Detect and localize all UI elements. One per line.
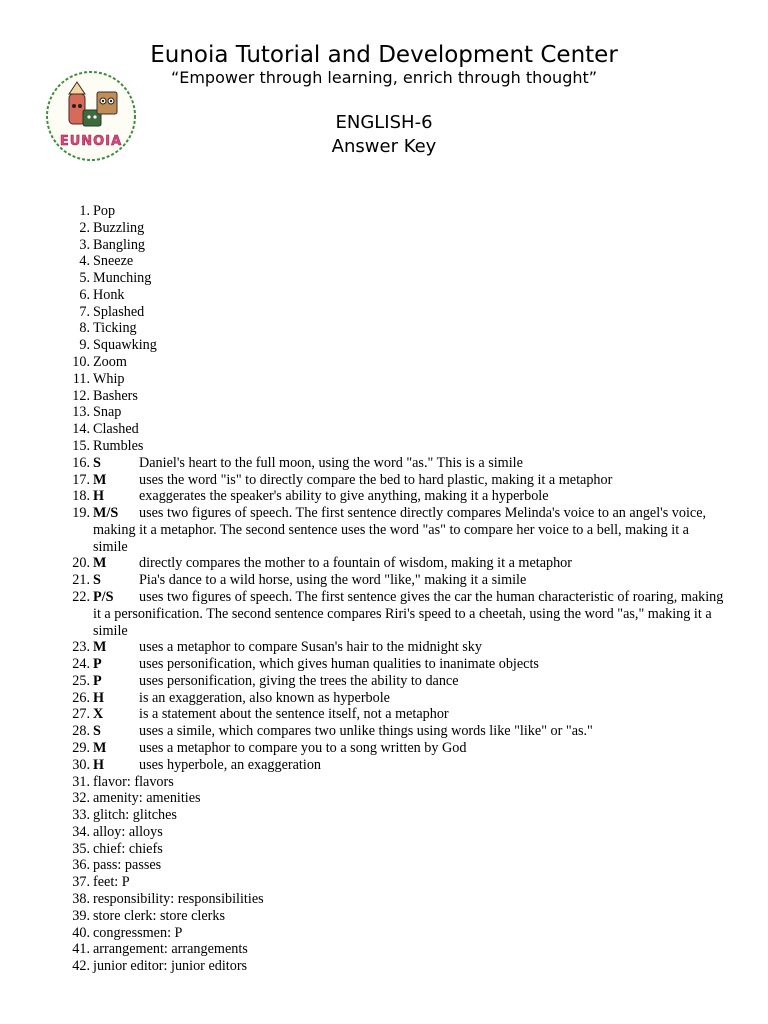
answer-item bbox=[0, 304, 768, 321]
answer-code: S bbox=[93, 572, 101, 589]
answer-number: 30. bbox=[72, 756, 90, 773]
answer-item bbox=[0, 639, 768, 656]
answer-item bbox=[0, 790, 768, 807]
answer-number: 8. bbox=[79, 320, 90, 337]
answer-text: uses a simile, which compares two unlike things using words like "like" or "as." bbox=[139, 723, 593, 740]
answer-code: P bbox=[93, 656, 102, 673]
answer-item bbox=[0, 656, 768, 673]
answer-item bbox=[0, 673, 768, 690]
answer-number: 14. bbox=[72, 421, 90, 438]
answer-text: is an exaggeration, also known as hyperbole bbox=[139, 689, 390, 706]
answer-text: flavor: flavors bbox=[93, 773, 174, 790]
answer-code: H bbox=[93, 756, 105, 773]
answer-text: exaggerates the speaker's ability to give anything, making it a hyperbole bbox=[139, 488, 549, 505]
answer-number: 27. bbox=[72, 706, 90, 723]
answer-number: 18. bbox=[72, 488, 90, 505]
answer-text: Squawking bbox=[93, 337, 157, 354]
answer-code: H bbox=[93, 488, 105, 505]
answer-code: P/S bbox=[93, 588, 114, 605]
answer-item bbox=[0, 253, 768, 270]
answer-number: 7. bbox=[79, 303, 90, 320]
answer-item bbox=[0, 740, 768, 757]
answer-text: Clashed bbox=[93, 421, 139, 438]
answer-number: 4. bbox=[79, 253, 90, 270]
answer-text: Rumbles bbox=[93, 437, 144, 454]
answer-text: Whip bbox=[93, 370, 125, 387]
answer-code: M/S bbox=[93, 505, 119, 522]
answer-item bbox=[0, 455, 768, 472]
answer-code: M bbox=[93, 471, 107, 488]
answer-text: uses two figures of speech. The first sentence directly compares Melinda's voice to an angel's voice, making it a metaphor. The second sentence uses the word "as" to compare her voice to a bell, making it a simile bbox=[93, 505, 707, 555]
answer-code: S bbox=[93, 723, 101, 740]
answer-item bbox=[0, 555, 768, 572]
answer-text: junior editor: junior editors bbox=[93, 958, 248, 975]
answer-number: 21. bbox=[72, 572, 90, 589]
answer-number: 17. bbox=[72, 471, 90, 488]
answer-number: 9. bbox=[79, 337, 90, 354]
answer-item bbox=[0, 371, 768, 388]
answer-number: 24. bbox=[72, 656, 90, 673]
answer-item bbox=[0, 404, 768, 421]
answer-number: 15. bbox=[72, 437, 90, 454]
answer-number: 35. bbox=[72, 840, 90, 857]
answer-number: 37. bbox=[72, 874, 90, 891]
answer-text: Honk bbox=[93, 286, 125, 303]
answer-code: M bbox=[93, 639, 107, 656]
answer-number: 10. bbox=[72, 354, 90, 371]
answer-text: is a statement about the sentence itself, not a metaphor bbox=[139, 706, 449, 723]
answer-number: 31. bbox=[72, 773, 90, 790]
answer-number: 33. bbox=[72, 807, 90, 824]
answer-text: Pia's dance to a wild horse, using the word "like," making it a simile bbox=[139, 572, 527, 589]
answer-item bbox=[0, 337, 768, 354]
answer-number: 28. bbox=[72, 723, 90, 740]
subject-heading: ENGLISH-6 bbox=[335, 112, 433, 133]
answer-text: chief: chiefs bbox=[93, 840, 163, 857]
answer-code: M bbox=[93, 555, 107, 572]
answer-number: 13. bbox=[72, 404, 90, 421]
answer-number: 26. bbox=[72, 689, 90, 706]
organization-tagline: “Empower through learning, enrich through thought” bbox=[170, 68, 598, 87]
answer-number: 42. bbox=[72, 958, 90, 975]
answer-item bbox=[0, 505, 768, 555]
answer-text: Zoom bbox=[93, 354, 127, 371]
answer-code: H bbox=[93, 689, 105, 706]
answer-number: 6. bbox=[79, 286, 90, 303]
answer-number: 25. bbox=[72, 672, 90, 689]
answer-number: 3. bbox=[79, 236, 90, 253]
answer-text: uses a metaphor to compare you to a song written by God bbox=[139, 740, 467, 756]
answer-text: amenity: amenities bbox=[93, 790, 201, 807]
answer-text: Bangling bbox=[93, 236, 146, 253]
answer-text: uses a metaphor to compare Susan's hair to the midnight sky bbox=[139, 639, 482, 656]
answer-text: uses personification, giving the trees the ability to dance bbox=[139, 672, 459, 689]
answer-number: 23. bbox=[72, 639, 90, 656]
answer-item bbox=[0, 757, 768, 774]
answer-text: store clerk: store clerks bbox=[93, 907, 225, 924]
answer-text: uses hyperbole, an exaggeration bbox=[139, 756, 322, 773]
answer-text: pass: passes bbox=[93, 857, 162, 874]
answer-text: Ticking bbox=[93, 320, 137, 337]
answer-text: responsibility: responsibilities bbox=[93, 891, 264, 908]
answer-number: 19. bbox=[72, 505, 90, 522]
answer-code: S bbox=[93, 454, 101, 471]
answer-number: 32. bbox=[72, 790, 90, 807]
answer-number: 29. bbox=[72, 740, 90, 756]
answer-number: 39. bbox=[72, 907, 90, 924]
answer-item bbox=[0, 589, 768, 639]
answer-item bbox=[0, 824, 768, 841]
answer-code: P bbox=[93, 672, 102, 689]
answer-text: directly compares the mother to a fountain of wisdom, making it a metaphor bbox=[139, 555, 572, 572]
answer-item bbox=[0, 220, 768, 237]
answer-text: Daniel's heart to the full moon, using the word "as." This is a simile bbox=[139, 454, 523, 471]
answer-text: Bashers bbox=[93, 387, 138, 404]
answer-number: 22. bbox=[72, 588, 90, 605]
answer-item bbox=[0, 421, 768, 438]
answer-text: uses personification, which gives human qualities to inanimate objects bbox=[139, 656, 539, 673]
answer-item bbox=[0, 774, 768, 791]
answer-text: uses two figures of speech. The first sentence gives the car the human characteristic of roaring, making it a personification. The second sentence compares Riri's speed to a cheetah, using the word "as," making it a simile bbox=[93, 588, 724, 639]
answer-item bbox=[0, 807, 768, 824]
answer-text: Sneeze bbox=[93, 253, 134, 270]
answer-item bbox=[0, 958, 768, 975]
answer-item bbox=[0, 941, 768, 958]
answer-item bbox=[0, 908, 768, 925]
answer-item bbox=[0, 354, 768, 371]
answer-text: glitch: glitches bbox=[93, 807, 177, 824]
answer-number: 2. bbox=[79, 219, 90, 236]
answer-text: Snap bbox=[93, 404, 122, 421]
answer-text: Splashed bbox=[93, 303, 145, 320]
answer-item bbox=[0, 706, 768, 723]
answer-item bbox=[0, 891, 768, 908]
answer-item bbox=[0, 203, 768, 220]
answer-number: 16. bbox=[72, 454, 90, 471]
answer-number: 11. bbox=[72, 370, 90, 387]
answer-item bbox=[0, 287, 768, 304]
answer-item bbox=[0, 388, 768, 405]
answer-item bbox=[0, 488, 768, 505]
answer-item bbox=[0, 925, 768, 942]
answer-number: 36. bbox=[72, 857, 90, 874]
answer-text: congressmen: P bbox=[93, 924, 183, 941]
answer-number: 5. bbox=[79, 270, 90, 287]
answer-text: alloy: alloys bbox=[93, 823, 163, 840]
logo-wordmark: EUNOIA bbox=[59, 134, 123, 149]
answer-number: 40. bbox=[72, 924, 90, 941]
answer-item bbox=[0, 438, 768, 455]
answer-number: 20. bbox=[72, 555, 90, 572]
answer-text: Buzzling bbox=[93, 219, 145, 236]
answer-text: arrangement: arrangements bbox=[93, 941, 248, 958]
document-title: Answer Key bbox=[331, 136, 437, 157]
organization-title: Eunoia Tutorial and Development Center bbox=[150, 42, 618, 68]
answer-text: uses the word "is" to directly compare the bed to hard plastic, making it a metaphor bbox=[139, 471, 613, 488]
answer-number: 41. bbox=[72, 941, 90, 958]
answer-number: 34. bbox=[72, 823, 90, 840]
answer-item bbox=[0, 874, 768, 891]
answer-number: 38. bbox=[72, 891, 90, 908]
answer-item bbox=[0, 472, 768, 489]
answer-code: M bbox=[93, 740, 107, 756]
answer-item bbox=[0, 690, 768, 707]
answer-item bbox=[0, 857, 768, 874]
answer-code: X bbox=[93, 706, 104, 723]
answer-item bbox=[0, 723, 768, 740]
answer-text: feet: P bbox=[93, 874, 130, 891]
answer-number: 1. bbox=[79, 203, 90, 219]
answer-item bbox=[0, 237, 768, 254]
answer-item bbox=[0, 270, 768, 287]
answer-text: Pop bbox=[93, 203, 116, 219]
answer-number: 12. bbox=[72, 387, 90, 404]
answer-text: Munching bbox=[93, 270, 152, 287]
answer-list bbox=[0, 203, 768, 975]
answer-item bbox=[0, 320, 768, 337]
answer-item bbox=[0, 572, 768, 589]
answer-item bbox=[0, 841, 768, 858]
